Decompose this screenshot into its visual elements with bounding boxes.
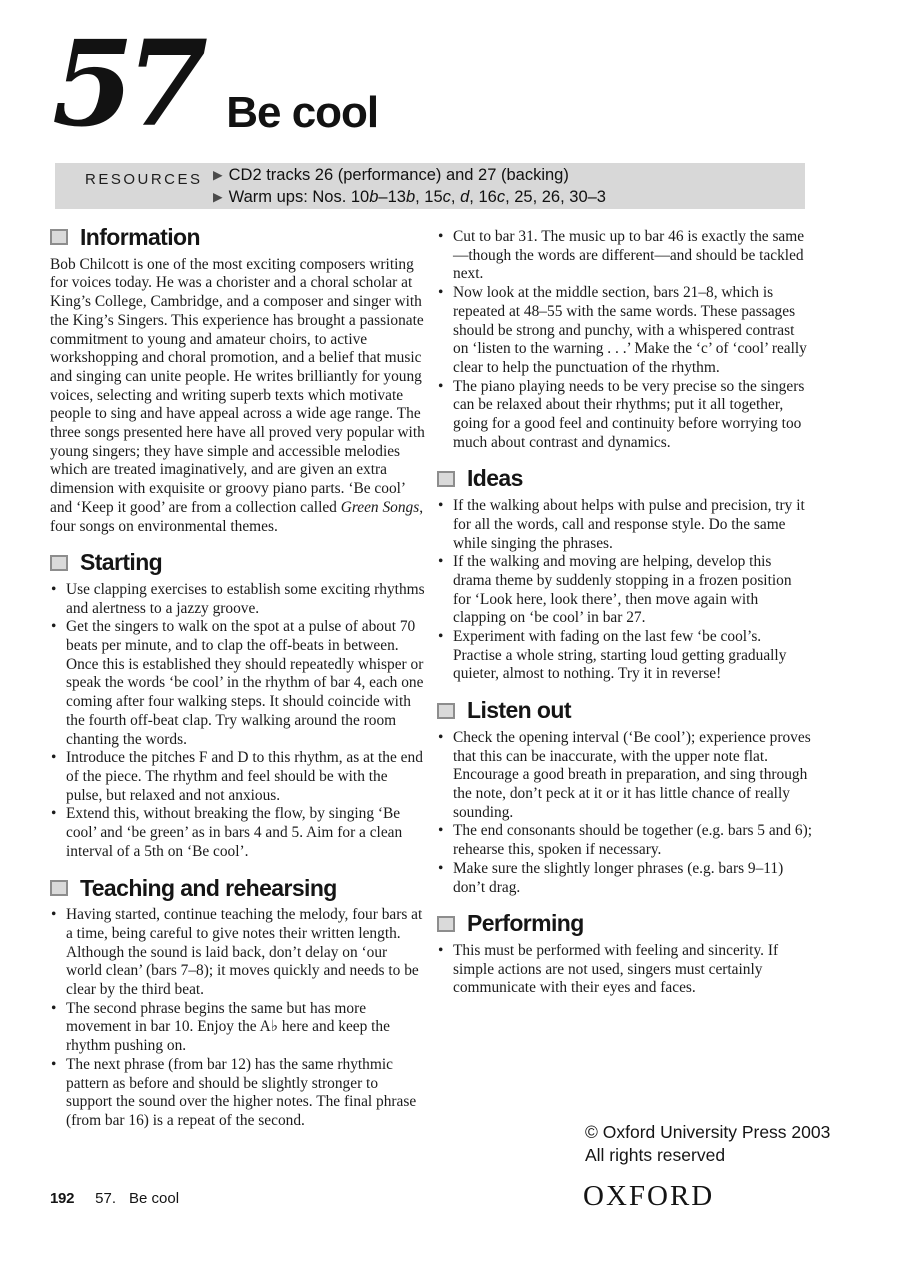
section-heading-label: Performing: [467, 910, 584, 937]
paragraph: [50, 256, 426, 537]
bullet-item: [50, 749, 426, 805]
text-run: Extend this, without breaking the flow, by singing ‘Be cool’ and ‘be green’ as in bars 4 and 5. Aim for a clean interval of a 5th on ‘Be cool’.: [66, 805, 403, 860]
bullet-item: [50, 906, 426, 1000]
bullet-item: [437, 228, 813, 284]
section: [437, 228, 813, 452]
resource-text: [229, 187, 606, 208]
bullet-list: [50, 581, 426, 862]
text-run: Make sure the slightly longer phrases (e.g. bars 9–11) don’t drag.: [453, 859, 784, 896]
section-heading-label: Starting: [80, 549, 163, 576]
bullet-item: [437, 284, 813, 378]
page-number: 192: [50, 1190, 75, 1207]
bullet-item: [437, 378, 813, 453]
footer-song-title: Be cool: [129, 1190, 180, 1207]
triangle-right-icon: ▶: [213, 168, 223, 182]
running-footer: [50, 1190, 179, 1207]
bullet-item: [437, 729, 813, 823]
text-run: c: [442, 187, 451, 206]
section-heading-label: Teaching and rehearsing: [80, 874, 337, 901]
text-run: If the walking about helps with pulse and precision, try it for all the words, call and response style. Do the same while singing the phrases.: [453, 497, 805, 552]
text-run: The second phrase begins the same but has more movement in bar 10. Enjoy the A♭ here and keep the rhythm pushing on.: [66, 999, 390, 1055]
bullet-list: [437, 228, 813, 452]
text-run: –13: [378, 187, 406, 206]
right-column: [437, 228, 813, 998]
bullet-item: [50, 1056, 426, 1131]
section: [50, 224, 426, 536]
section: [50, 549, 426, 861]
text-run: b: [369, 187, 379, 206]
text-run: Introduce the pitches F and D to this rhythm, as at the end of the piece. The rhythm and feel should be with the pulse, but relaxed and not anxious.: [66, 749, 423, 804]
bullet-list: [50, 906, 426, 1130]
oxford-publisher-logo: OXFORD: [583, 1180, 715, 1212]
resources-label: RESOURCES: [85, 171, 203, 188]
text-run: The end consonants should be together (e.g. bars 5 and 6); rehearse this, spoken if necessary.: [453, 822, 813, 859]
section-heading-label: Information: [80, 224, 200, 250]
checkbox-icon: [437, 916, 455, 932]
text-run: , 25, 26, 30–3: [505, 187, 606, 206]
text-run: If the walking and moving are helping, develop this drama theme by suddenly stopping in a frozen position for ‘Look here, look there’, then move again with clapping on ‘be cool’ in bar 27.: [453, 553, 792, 627]
text-run: Warm ups: Nos. 10: [228, 187, 370, 206]
copyright-notice: [585, 1121, 830, 1167]
section-heading: [50, 224, 426, 250]
text-run: d: [460, 187, 470, 206]
section-heading-label: Listen out: [467, 697, 571, 724]
bullet-list: [437, 729, 813, 897]
text-run: Green Songs: [340, 498, 420, 516]
resources-list: [213, 165, 606, 208]
masthead: [52, 14, 379, 153]
section: [50, 874, 426, 1131]
resources-bar: [55, 163, 805, 209]
rights-line: All rights reserved: [585, 1145, 726, 1165]
bullet-item: [437, 497, 813, 553]
section-heading: [437, 465, 813, 492]
text-run: The next phrase (from bar 12) has the same rhythmic pattern as before and should be slightly stronger to support the sound over the higher notes. The final phrase (from bar 16) is a repeat of the second.: [66, 1055, 417, 1129]
text-run: Cut to bar 31. The music up to bar 46 is exactly the same—though the words are different—and should be tackled next.: [453, 228, 805, 283]
text-run: Get the singers to walk on the spot at a pulse of about 70 beats per minute, and to clap the off-beats in between. Once this is established they should repeatedly whisper or speak the words ‘be cool’ in the rhythm of bar 4, each one coming after four walking steps. It should coincide with the fourth off-beat clap. Try walking around the room chanting the words.: [66, 618, 424, 748]
bullet-item: [437, 942, 813, 998]
section-heading-label: Ideas: [467, 465, 523, 492]
text-run: c: [496, 187, 506, 206]
text-run: , 16: [469, 187, 497, 206]
bullet-item: [437, 628, 813, 684]
text-run: , 15: [415, 187, 443, 206]
section: [437, 465, 813, 684]
bullet-item: [437, 553, 813, 628]
bullet-list: [437, 942, 813, 998]
checkbox-icon: [50, 555, 68, 571]
text-run: b: [405, 187, 416, 206]
section-heading: [437, 910, 813, 937]
bullet-item: [50, 1000, 426, 1056]
section-heading: [50, 549, 426, 576]
checkbox-icon: [50, 229, 68, 245]
text-run: ,: [450, 187, 461, 206]
resource-text: [229, 165, 569, 186]
text-run: , four songs on environmental themes.: [50, 498, 424, 535]
section: [437, 910, 813, 998]
bullet-item: [437, 822, 813, 859]
text-run: Now look at the middle section, bars 21–8, which is repeated at 48–55 with the same words. These passages should be strong and punchy, with a whispered contrast on ‘listen to the warning . . .’ Make the ‘c’ of ‘cool’ really clear to help the punctuation of the rhythm.: [453, 284, 807, 376]
text-run: Experiment with fading on the last few ‘be cool’s. Practise a whole string, starting loud getting gradually quieter, almost to nothing. Try it in reverse!: [453, 628, 787, 683]
bullet-list: [437, 497, 813, 684]
text-run: The piano playing needs to be very precise so the singers can be relaxed about their rhythms; put it all together, going for a good feel and continuity before worrying too much about contrast and dynamics.: [453, 377, 805, 451]
checkbox-icon: [50, 880, 68, 896]
bullet-item: [50, 618, 426, 749]
text-run: Having started, continue teaching the melody, four bars at a time, being careful to give notes their written length. Although the sound is laid back, don’t delay on ‘our world clean’ (bars 7–8); it moves quickly and needs to be clear by the third beat.: [66, 906, 423, 999]
text-run: CD2 tracks 26 (performance) and 27 (backing): [228, 166, 569, 184]
section-heading: [50, 874, 426, 901]
song-number: 57: [52, 14, 201, 153]
bullet-item: [50, 581, 426, 618]
checkbox-icon: [437, 471, 455, 487]
bullet-item: [437, 860, 813, 897]
footer-song-number: 57.: [95, 1190, 116, 1207]
resource-item: [213, 165, 606, 187]
text-run: Use clapping exercises to establish some exciting rhythms and alertness to a jazzy groove.: [66, 580, 425, 617]
text-run: Bob Chilcott is one of the most exciting composers writing for voices today. He was a chorister and a choral scholar at King’s College, Cambridge, and a composer and singer with the King’s Singers. This experience has brought a passionate commitment to young and amateur choirs, to active workshopping and choral promotion, and a belief that music and singing can unite people. He writes brilliantly for young voices, selecting and writing superb texts which motivate people to sing and have appeal across a wide age range. The three songs presented here have all proved very popular with young singers; they have simple and accessible melodies which are treated imaginatively, and are given an extra dimension with exquisite or groovy piano parts. ‘Be cool’ and ‘Keep it good’ are from a collection called: [50, 255, 425, 516]
section: [437, 697, 813, 897]
bullet-item: [50, 805, 426, 861]
checkbox-icon: [437, 703, 455, 719]
text-run: This must be performed with feeling and sincerity. If simple actions are not used, singers must certainly communicate with their eyes and faces.: [453, 941, 779, 997]
resource-item: [213, 187, 606, 209]
copyright-line: © Oxford University Press 2003: [585, 1122, 831, 1142]
left-column: [50, 224, 426, 1131]
triangle-right-icon: ▶: [213, 189, 223, 204]
section-heading: [437, 697, 813, 724]
text-run: Check the opening interval (‘Be cool’); experience proves that this can be inaccurate, with the upper note flat. Encourage a good breath in preparation, and sing through the note, don’t peck at it or it has little chance of really sounding.: [453, 728, 811, 821]
page-title: Be cool: [226, 87, 379, 137]
